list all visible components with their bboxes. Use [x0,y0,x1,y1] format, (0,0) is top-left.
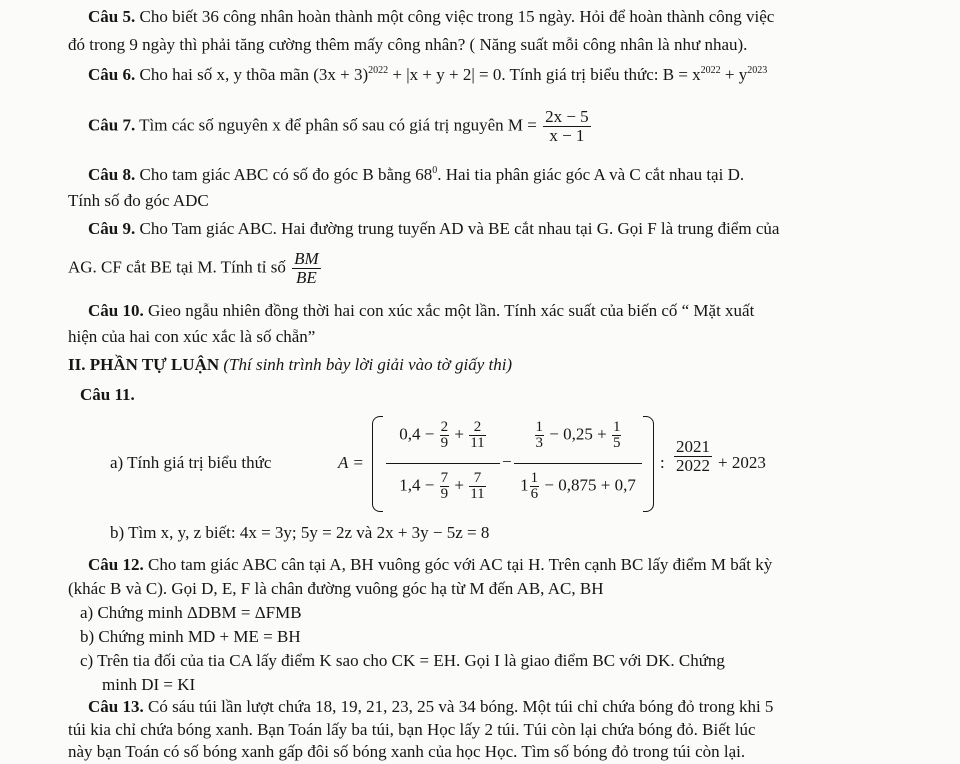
q9-label: Câu 9. [88,219,136,238]
q11a-f1-denominator: 1,4 − $\frac{7}{9}$ + $\frac{7}{11}$ [399,470,485,502]
section-2-note: (Thí sinh trình bày lời giải vào tờ giấy thi) [219,355,513,374]
q9-fraction: $\frac{BM}{BE}$ [294,249,319,287]
q5-line1: Câu 5. Cho biết 36 công nhân hoàn thành một công việc trong 15 ngày. Hỏi để hoàn thành công việc [88,7,775,26]
q11a-f1-bar [386,463,500,464]
q11a-f2-numerator: $\frac{1}{3}$ − 0,25 + $\frac{1}{5}$ [535,419,621,451]
q7-label: Câu 7. [88,115,136,135]
q12-label: Câu 12. [88,555,144,574]
section-2-title: II. PHẦN TỰ LUẬN [68,355,220,374]
q9-line1: Câu 9. Cho Tam giác ABC. Hai đường trung tuyến AD và BE cắt nhau tại G. Gọi F là trung điểm của [88,219,780,238]
q8-line2: Tính số đo góc ADC [68,191,209,210]
q12-line2: (khác B và C). Gọi D, E, F là chân đường vuông góc hạ từ M đến AB, AC, BH [68,579,604,598]
q5-label: Câu 5. [88,7,136,26]
q11a-lhs: A = [338,453,364,472]
q11a-f1-numerator: 0,4 − $\frac{2}{9}$ + $\frac{2}{11}$ [399,419,485,451]
q11a-f2-bar [514,463,642,464]
q7-line: Câu 7. Tìm các số nguyên x để phân số sau có giá trị nguyên M = $\frac{2x - 5}{x - 1}$ [88,107,589,145]
q11a-minus: − [502,452,512,471]
q11a-f2-denominator: 1 $\frac{1}{6}$ − 0,875 + 0,7 [520,470,636,502]
q13-label: Câu 13. [88,697,144,716]
q11a-colon: : [660,453,665,472]
q11b-line: b) Tìm x, y, z biết: 4x = 3y; 5y = 2z và 2x + 3y − 5z = 8 [110,523,490,542]
q11a-fraction-2 [514,416,642,512]
q10-line2: hiện của hai con xúc xắc là số chẵn” [68,327,316,346]
q8-angle: $68^0$ [415,165,438,184]
left-paren [372,416,383,512]
q9-line2: AG. CF cắt BE tại M. Tính tỉ số $\frac{BM}{BE}$ [68,249,319,287]
q12-line1: Câu 12. Cho tam giác ABC cân tại A, BH vuông góc với AC tại H. Trên cạnh BC lấy điểm M bất kỳ [88,555,773,574]
q6-expression: $B = x^{2022} + y^{2023}$ [662,65,768,84]
q11a-tail: + 2023 [718,453,766,472]
q11a-fraction-1 [386,416,500,512]
q6-label: Câu 6. [88,65,136,84]
q8-label: Câu 8. [88,165,136,184]
right-paren [643,416,654,512]
q8-line1: Câu 8. Cho tam giác ABC có số đo góc B bằng $68^0$. Hai tia phân giác góc A và C cắt nhau tại D. [88,165,745,184]
q12-part-c2: minh DI = KI [102,675,196,694]
q11a-text: a) Tính giá trị biểu thức [110,453,272,472]
q5-line2: đó trong 9 ngày thì phải tăng cường thêm mấy công nhân? ( Năng suất mỗi công nhân là như nhau). [68,35,748,54]
q11a-fraction-3: $\frac{2021}{2022}$ [676,437,710,475]
q13-line3: này bạn Toán có số bóng xanh gấp đôi số bóng xanh của học Học. Tìm số bóng đỏ trong túi còn lại. [68,742,746,761]
q6-line: Câu 6. Cho hai số x, y thõa mãn $(3x + 3)^{2022} + |x + y + 2| = 0$. Tính giá trị biểu thức: $B = x^{2022} + y^{2023}$ [88,65,768,84]
q12-part-b: b) Chứng minh MD + ME = BH [80,627,301,646]
q11-label: Câu 11. [80,385,135,404]
q12-part-c1: c) Trên tia đối của tia CA lấy điểm K sao cho CK = EH. Gọi I là giao điểm BC với DK. Chứng [80,651,725,670]
q6-equation: $(3x + 3)^{2022} + |x + y + 2| = 0$ [313,65,502,84]
q7-fraction: $\frac{2x - 5}{x - 1}$ [545,107,589,145]
q13-line1: Câu 13. Có sáu túi lần lượt chứa 18, 19, 21, 23, 25 và 34 bóng. Một túi chỉ chứa bóng đỏ trong khi 5 [88,697,774,716]
q10-label: Câu 10. [88,301,144,320]
section-2-heading [68,354,512,376]
q13-line2: túi kia chỉ chứa bóng xanh. Bạn Toán lấy ba túi, bạn Học lấy 2 túi. Túi còn lại chứa bóng đỏ. Biết lúc [68,720,756,739]
q10-line1: Câu 10. Gieo ngẫu nhiên đồng thời hai con xúc xắc một lần. Tính xác suất của biến cố “ Mặt xuất [88,301,755,320]
q12-part-a: a) Chứng minh ΔDBM = ΔFMB [80,603,302,622]
q11a-paren-group [372,416,654,512]
